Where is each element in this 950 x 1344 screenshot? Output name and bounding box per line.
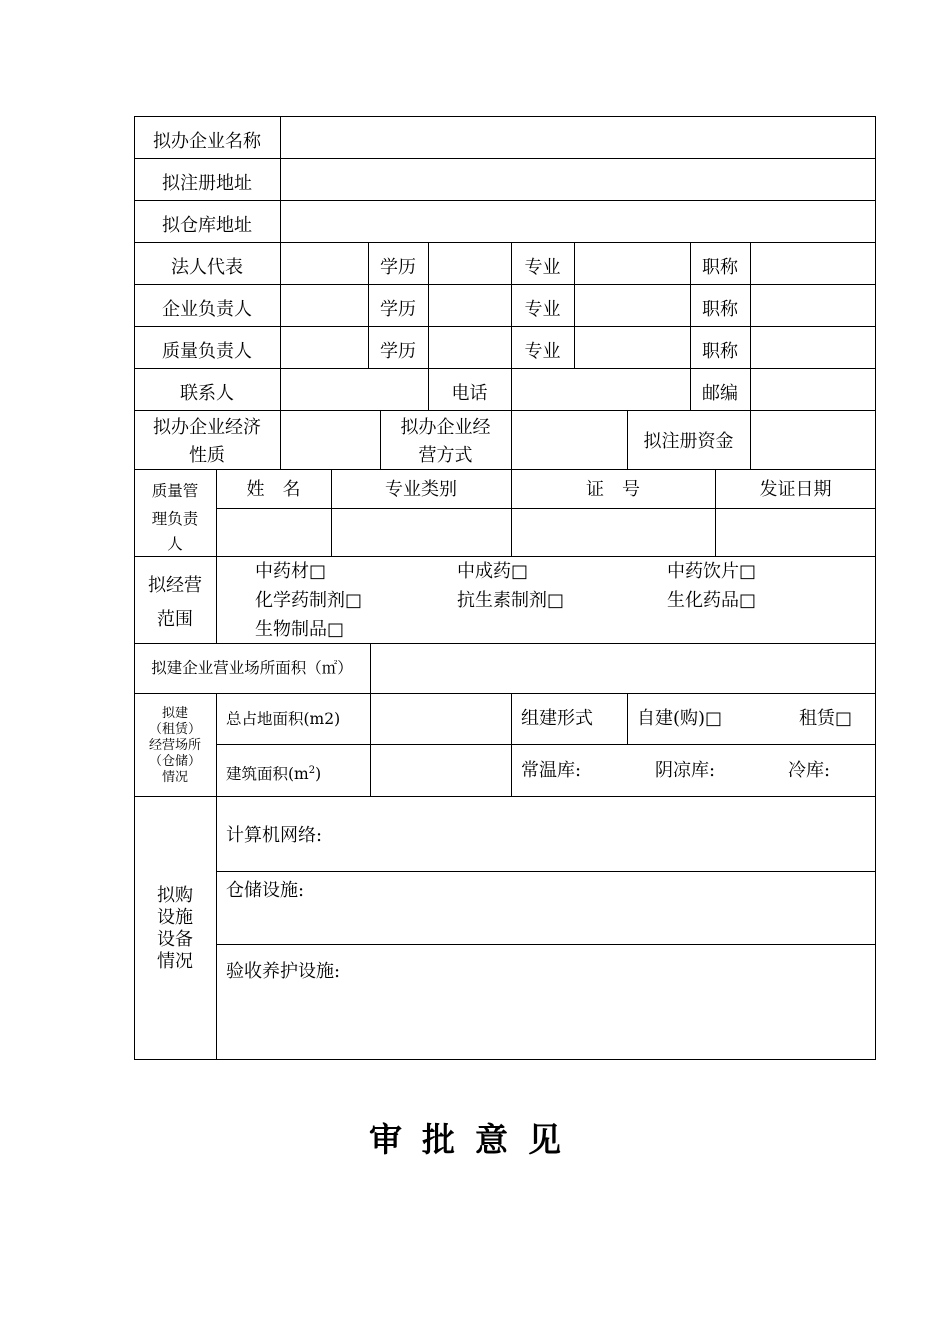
enterprise-head-education-field[interactable] (429, 285, 511, 326)
major-label: 专业 (524, 257, 561, 278)
computer-network-label: 计算机网络: (226, 825, 323, 846)
education-label: 学历 (380, 341, 416, 362)
premises-label-line2: （租赁） (148, 722, 201, 737)
quality-head-education-field[interactable] (429, 327, 511, 368)
scope-checkbox-chemical-preparations[interactable]: 化学药制剂□ (255, 590, 363, 611)
warehouse-address-label: 拟仓库地址 (162, 215, 252, 236)
qm-specialty-field[interactable] (332, 509, 511, 556)
business-mode-label: 拟办企业经 (400, 417, 491, 438)
business-area-label: 拟建企业营业场所面积（㎡） (151, 659, 353, 677)
row-divider (216, 744, 876, 745)
quality-manager-label: 质量管 (151, 482, 199, 500)
company-name-field[interactable] (281, 117, 875, 158)
company-name-label: 拟办企业名称 (153, 131, 261, 152)
phone-field[interactable] (512, 369, 690, 410)
computer-network-field[interactable] (217, 797, 875, 871)
col-divider (627, 693, 628, 744)
row-divider (134, 469, 876, 470)
quality-manager-label-line2: 理负责 (151, 510, 199, 528)
inspection-facilities-label: 验收养护设施: (226, 961, 341, 982)
building-area-superscript: 2 (308, 764, 316, 776)
equipment-label-line2: 设施 (157, 907, 193, 928)
scope-checkbox-biological-products[interactable]: 生物制品□ (255, 619, 345, 640)
equipment-label: 拟购 (157, 885, 193, 906)
building-area-field[interactable] (371, 745, 511, 796)
approval-opinion-title: 审批意见 (369, 1120, 581, 1159)
scope-checkbox-decoction-pieces[interactable]: 中药饮片□ (667, 561, 757, 582)
issue-date-column-header: 发证日期 (759, 479, 832, 500)
reg-address-field[interactable] (281, 159, 875, 200)
scope-checkbox-patent-medicine[interactable]: 中成药□ (457, 561, 529, 582)
scope-checkbox-antibiotic-preparations[interactable]: 抗生素制剂□ (457, 590, 565, 611)
equipment-label-line4: 情况 (157, 951, 193, 972)
business-scope-label: 拟经营 (148, 575, 202, 596)
legal-rep-title-field[interactable] (751, 243, 875, 284)
premises-label-line3: 经营场所 (148, 738, 201, 753)
qm-name-field[interactable] (217, 509, 331, 556)
total-area-field[interactable] (371, 694, 511, 744)
scope-checkbox-tcm-materials[interactable]: 中药材□ (255, 561, 327, 582)
education-label: 学历 (380, 257, 416, 278)
storage-facilities-field[interactable] (217, 872, 875, 944)
total-area-label: 总占地面积(m2) (226, 710, 341, 728)
quality-head-title-field[interactable] (751, 327, 875, 368)
storage-facilities-label: 仓储设施: (226, 880, 305, 901)
quality-manager-label-line3: 人 (167, 535, 183, 553)
business-area-field[interactable] (371, 644, 875, 693)
cert-number-column-header: 证 号 (586, 479, 640, 500)
registered-capital-label: 拟注册资金 (643, 431, 734, 452)
major-label: 专业 (524, 299, 561, 320)
qm-issue-date-field[interactable] (716, 509, 875, 556)
education-label: 学历 (380, 299, 416, 320)
col-divider (511, 693, 512, 796)
contact-field[interactable] (281, 369, 428, 410)
business-scope-label-line2: 范围 (157, 609, 193, 630)
name-column-header: 姓 名 (246, 479, 301, 500)
postcode-field[interactable] (751, 369, 875, 410)
construction-form-label: 组建形式 (521, 708, 593, 729)
col-divider (216, 556, 217, 643)
title-label: 职称 (702, 257, 738, 278)
enterprise-head-field[interactable] (281, 285, 368, 326)
scope-checkbox-biochemical-drugs[interactable]: 生化药品□ (667, 590, 757, 611)
major-label: 专业 (524, 341, 561, 362)
enterprise-head-title-field[interactable] (751, 285, 875, 326)
enterprise-head-major-field[interactable] (575, 285, 690, 326)
building-area-label-text: 建筑面积(m (226, 765, 309, 783)
economic-nature-label: 拟办企业经济 (153, 417, 261, 438)
cold-warehouse-label: 冷库: (788, 760, 831, 781)
reg-address-label: 拟注册地址 (162, 173, 252, 194)
business-mode-label-line2: 营方式 (418, 445, 473, 466)
business-mode-field[interactable] (512, 411, 627, 469)
legal-rep-field[interactable] (281, 243, 368, 284)
economic-nature-field[interactable] (281, 411, 380, 469)
quality-head-major-field[interactable] (575, 327, 690, 368)
quality-head-label: 质量负责人 (162, 341, 252, 362)
economic-nature-label-line2: 性质 (189, 445, 225, 466)
legal-rep-label: 法人代表 (171, 257, 243, 278)
inspection-facilities-field[interactable] (217, 945, 875, 1059)
premises-label: 拟建 (161, 706, 188, 721)
specialty-column-header: 专业类别 (385, 479, 457, 500)
leased-checkbox[interactable]: 租赁□ (799, 708, 853, 729)
equipment-label-line3: 设备 (157, 929, 193, 950)
row-divider (134, 556, 876, 557)
title-label: 职称 (702, 299, 738, 320)
quality-head-field[interactable] (281, 327, 368, 368)
enterprise-head-label: 企业负责人 (162, 299, 252, 320)
self-built-checkbox[interactable]: 自建(购)□ (637, 708, 723, 729)
registered-capital-field[interactable] (751, 411, 875, 469)
legal-rep-education-field[interactable] (429, 243, 511, 284)
phone-label: 电话 (451, 383, 488, 404)
premises-label-line5: 情况 (161, 770, 188, 785)
premises-label-line4: （仓储） (148, 754, 201, 769)
building-area-label (226, 763, 321, 785)
title-label: 职称 (702, 341, 738, 362)
qm-cert-field[interactable] (512, 509, 715, 556)
building-area-label-end: ) (315, 765, 322, 783)
normal-temp-warehouse-label: 常温库: (521, 760, 582, 781)
legal-rep-major-field[interactable] (575, 243, 690, 284)
postcode-label: 邮编 (702, 383, 738, 404)
warehouse-address-field[interactable] (281, 201, 875, 242)
contact-label: 联系人 (180, 383, 234, 404)
row-divider (134, 158, 280, 159)
cool-warehouse-label: 阴凉库: (655, 760, 716, 781)
